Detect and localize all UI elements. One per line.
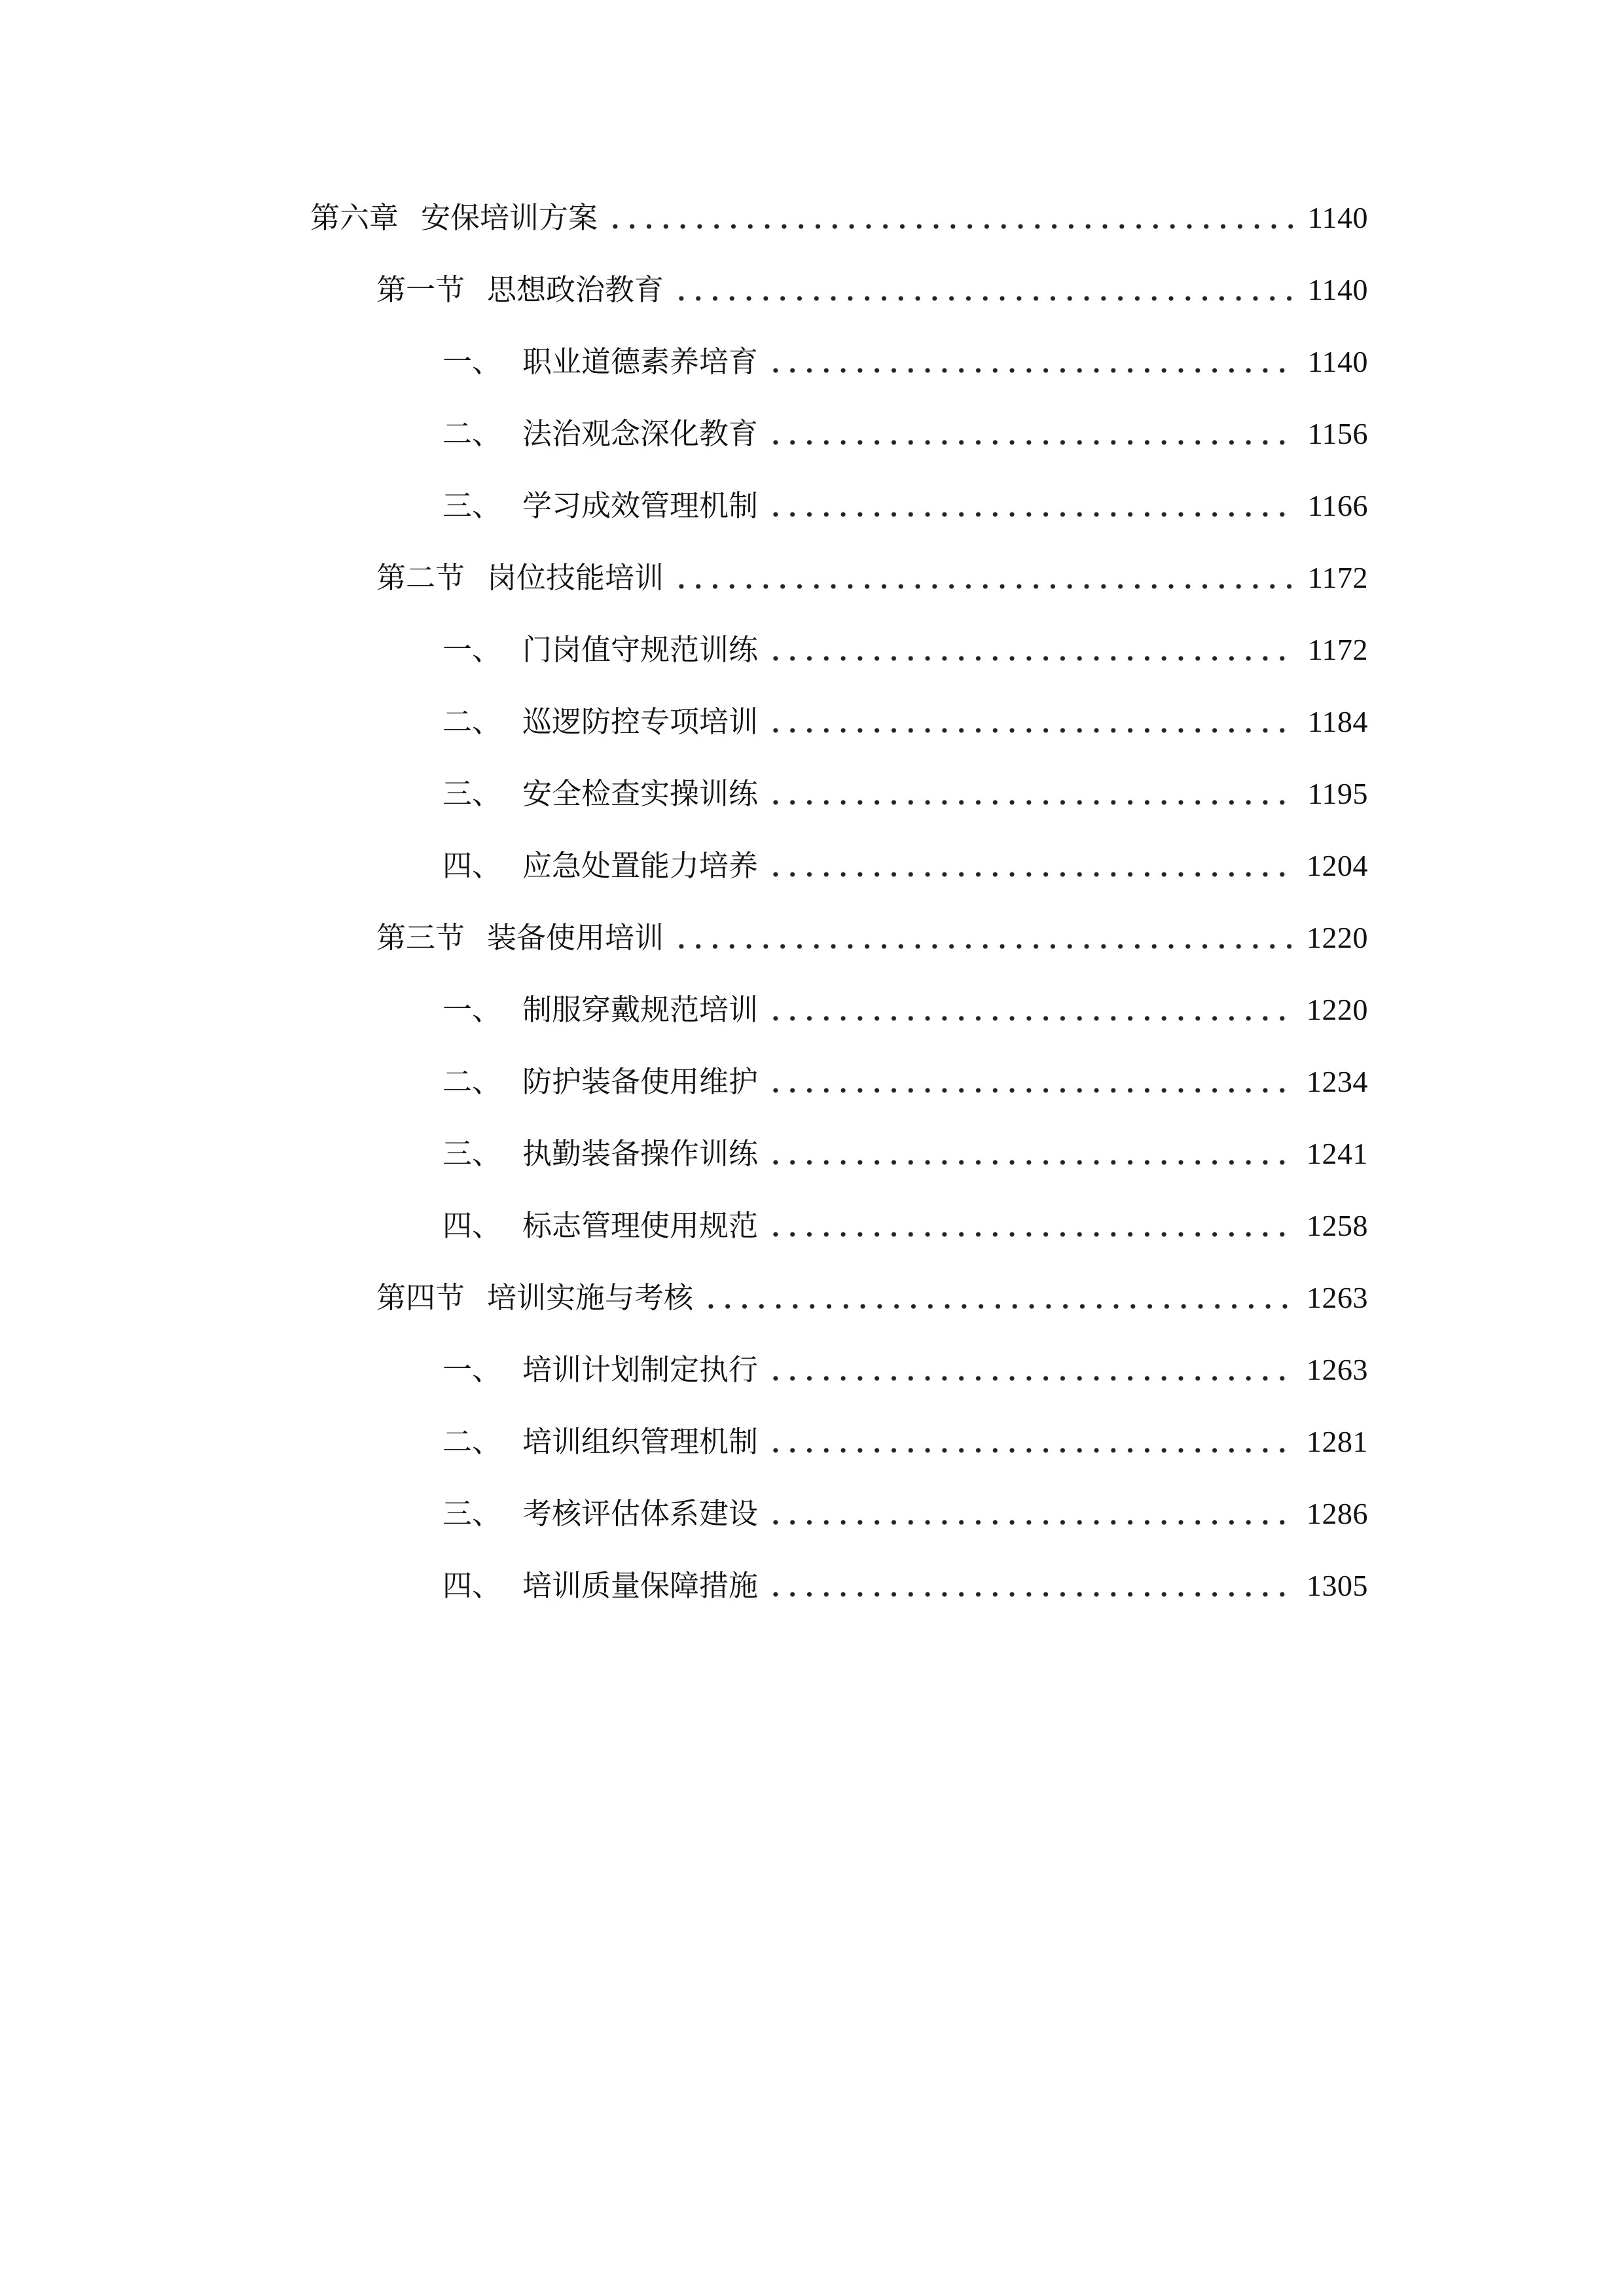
toc-entry-title: 门岗值守规范训练: [522, 632, 759, 667]
dot-leader: [767, 1344, 1295, 1396]
toc-entry-page-number: 1263: [1307, 1281, 1368, 1314]
toc-entry-page-number: 1156: [1307, 417, 1368, 450]
dot-leader: [702, 1272, 1295, 1324]
toc-entry-title: 考核评估体系建设: [522, 1496, 759, 1531]
toc-entry-section-1[interactable]: [376, 264, 1368, 316]
dot-leader: [767, 1128, 1295, 1180]
toc-entry-number: 三、: [442, 1496, 502, 1531]
dot-leader: [767, 840, 1295, 892]
toc-entry-number: 第三节: [376, 920, 465, 955]
dot-leader: [767, 768, 1296, 820]
toc-entry-item[interactable]: [442, 1056, 1368, 1108]
dot-leader: [767, 624, 1296, 676]
toc-entry-item[interactable]: [442, 984, 1368, 1036]
toc-entry-title: 标志管理使用规范: [522, 1208, 759, 1243]
toc-entry-title: 培训实施与考核: [487, 1280, 694, 1315]
toc-entry-number: 一、: [442, 992, 502, 1027]
toc-entry-item[interactable]: [442, 1560, 1368, 1612]
toc-entry-page-number: 1258: [1307, 1209, 1368, 1242]
toc-entry-title: 安全检查实操训练: [522, 776, 759, 811]
toc-entry-title: 制服穿戴规范培训: [522, 992, 759, 1027]
toc-entry-number: 第四节: [376, 1280, 465, 1315]
dot-leader: [767, 1056, 1295, 1108]
toc-entry-page-number: 1263: [1307, 1353, 1368, 1386]
toc-entry-item[interactable]: [442, 1416, 1368, 1468]
toc-entry-number: 一、: [442, 344, 502, 379]
toc-entry-number: 第一节: [376, 272, 465, 307]
dot-leader: [767, 984, 1295, 1036]
toc-entry-item[interactable]: [442, 1344, 1368, 1396]
dot-leader: [673, 264, 1296, 316]
toc-entry-title: 法治观念深化教育: [522, 416, 759, 451]
toc-entry-title: 思想政治教育: [487, 272, 664, 307]
dot-leader: [607, 192, 1296, 244]
toc-entry-section-2[interactable]: [376, 552, 1368, 604]
toc-entry-page-number: 1241: [1307, 1137, 1368, 1170]
toc-entry-item[interactable]: [442, 840, 1368, 892]
dot-leader: [767, 1200, 1295, 1252]
toc-entry-title: 培训计划制定执行: [522, 1352, 759, 1387]
toc-entry-item[interactable]: [442, 696, 1368, 748]
toc-entry-number: 四、: [442, 1568, 502, 1603]
toc-entry-number: 二、: [442, 704, 502, 739]
toc-entry-number: 第六章: [310, 200, 399, 235]
toc-entry-page-number: 1140: [1307, 273, 1368, 306]
toc-entry-title: 岗位技能培训: [487, 560, 664, 595]
toc-entry-title: 培训质量保障措施: [522, 1568, 759, 1603]
dot-leader: [767, 1560, 1295, 1612]
toc-entry-page-number: 1140: [1307, 201, 1368, 234]
toc-entry-item[interactable]: [442, 1488, 1368, 1540]
dot-leader: [673, 552, 1296, 604]
toc-entry-title: 职业道德素养培育: [522, 344, 759, 379]
dot-leader: [767, 336, 1296, 388]
toc-entry-title: 装备使用培训: [487, 920, 664, 955]
dot-leader: [673, 912, 1295, 964]
toc-entry-page-number: 1172: [1307, 633, 1368, 666]
toc-entry-number: 三、: [442, 776, 502, 811]
toc-entry-page-number: 1166: [1307, 489, 1368, 522]
toc-entry-item[interactable]: [442, 408, 1368, 460]
toc-entry-page-number: 1140: [1307, 345, 1368, 378]
toc-entry-number: 四、: [442, 848, 502, 883]
toc-entry-page-number: 1184: [1307, 705, 1368, 738]
toc-entry-number: 第二节: [376, 560, 465, 595]
dot-leader: [767, 480, 1296, 532]
toc-entry-number: 四、: [442, 1208, 502, 1243]
toc-entry-section-3[interactable]: [376, 912, 1368, 964]
toc-entry-number: 三、: [442, 488, 502, 523]
toc-entry-title: 安保培训方案: [421, 200, 598, 235]
toc-entry-number: 二、: [442, 1064, 502, 1099]
toc-entry-page-number: 1204: [1307, 849, 1368, 882]
toc-entry-page-number: 1305: [1307, 1569, 1368, 1602]
toc-entry-section-4[interactable]: [376, 1272, 1368, 1324]
toc-entry-page-number: 1281: [1307, 1425, 1368, 1458]
toc-entry-page-number: 1220: [1307, 993, 1368, 1026]
dot-leader: [767, 1488, 1295, 1540]
toc-entry-number: 一、: [442, 632, 502, 667]
toc-entry-page-number: 1172: [1307, 561, 1368, 594]
toc-entry-page-number: 1234: [1307, 1065, 1368, 1098]
toc-entry-item[interactable]: [442, 1128, 1368, 1180]
toc-entry-item[interactable]: [442, 1200, 1368, 1252]
toc-entry-number: 二、: [442, 1424, 502, 1459]
toc-entry-page-number: 1220: [1307, 921, 1368, 954]
toc-entry-title: 巡逻防控专项培训: [522, 704, 759, 739]
toc-entry-chapter-6[interactable]: [310, 192, 1368, 244]
toc-entry-item[interactable]: [442, 480, 1368, 532]
dot-leader: [767, 1416, 1295, 1468]
toc-entry-page-number: 1195: [1307, 777, 1368, 810]
toc-entry-title: 学习成效管理机制: [522, 488, 759, 523]
dot-leader: [767, 696, 1296, 748]
toc-entry-number: 三、: [442, 1136, 502, 1171]
toc-entry-number: 二、: [442, 416, 502, 451]
toc-entry-item[interactable]: [442, 336, 1368, 388]
toc-entry-item[interactable]: [442, 768, 1368, 820]
toc-entry-page-number: 1286: [1307, 1497, 1368, 1530]
toc-entry-number: 一、: [442, 1352, 502, 1387]
toc-entry-item[interactable]: [442, 624, 1368, 676]
toc-entry-title: 培训组织管理机制: [522, 1424, 759, 1459]
dot-leader: [767, 408, 1296, 460]
toc-entry-title: 应急处置能力培养: [522, 848, 759, 883]
toc-entry-title: 防护装备使用维护: [522, 1064, 759, 1099]
toc-entry-title: 执勤装备操作训练: [522, 1136, 759, 1171]
